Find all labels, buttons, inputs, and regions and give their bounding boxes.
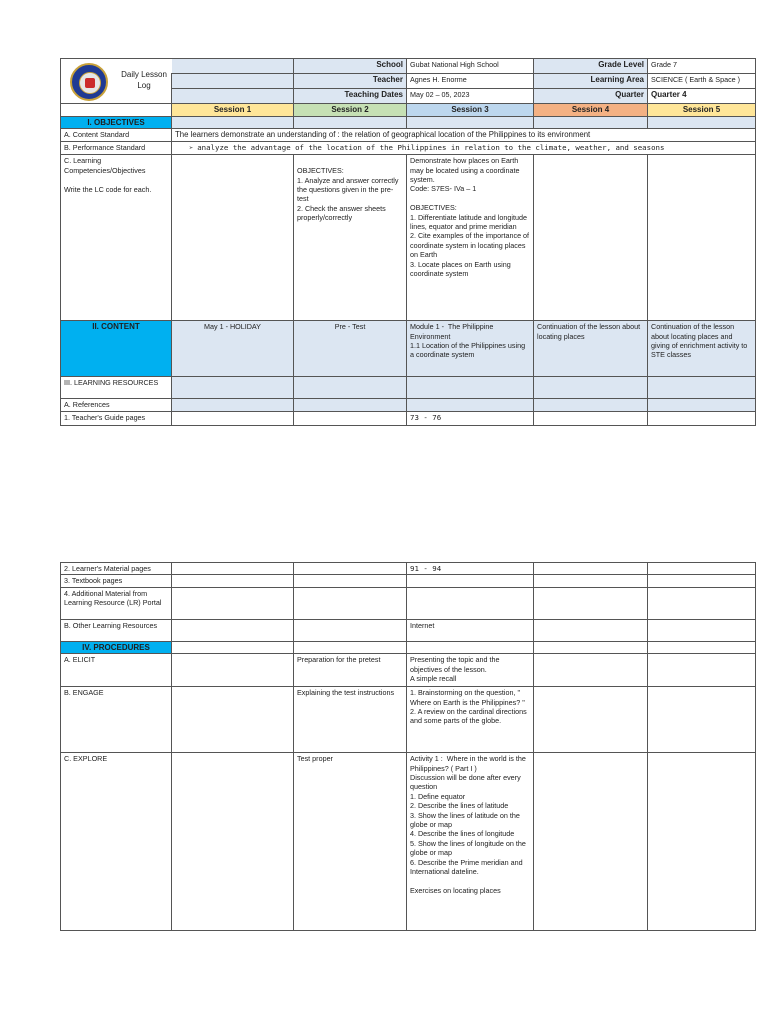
session-corner: [61, 104, 172, 117]
arrow-bullet-icon: ➢: [189, 143, 194, 152]
content-section-title: II. CONTENT: [61, 321, 172, 377]
objectives-section-title: I. OBJECTIVES: [61, 117, 172, 129]
competencies-session-1: [172, 155, 294, 321]
performance-standard-text: analyze the advantage of the location of the Philippines in relation to the climate, weather, and seasons: [197, 142, 665, 152]
school-value: Gubat National High School: [407, 59, 534, 74]
session-4-header: Session 4: [534, 104, 648, 117]
area-label: Learning Area: [534, 74, 648, 89]
other-resources-label: B. Other Learning Resources: [61, 619, 172, 641]
tg-pages-session-3: 73 - 76: [407, 411, 534, 425]
content-standard-text: The learners demonstrate an understanding of : the relation of geographical location of the Philippines to its environment: [172, 129, 756, 141]
elicit-session-3: Presenting the topic and the objectives of the lesson. A simple recall: [407, 654, 534, 687]
teacher-value: Agnes H. Enorme: [407, 74, 534, 89]
lesson-log-table-top: [60, 58, 756, 426]
competencies-session-4: [534, 155, 648, 321]
performance-standard-cell: [172, 141, 756, 154]
tg-pages-label: 1. Teacher's Guide pages: [61, 411, 172, 425]
engage-label: B. ENGAGE: [61, 687, 172, 753]
teacher-label: Teacher: [294, 74, 407, 89]
content-session-3: Module 1 - The Philippine Environment 1.1 Location of the Philippines using a coordinate system: [407, 321, 534, 377]
explore-label: C. EXPLORE: [61, 753, 172, 931]
session-1-header: Session 1: [172, 104, 294, 117]
engage-session-2: Explaining the test instructions: [294, 687, 407, 753]
session-2-header: Session 2: [294, 104, 407, 117]
dates-spacer: [172, 89, 294, 104]
grade-label: Grade Level: [534, 59, 648, 74]
competencies-session-2: [294, 155, 407, 321]
session-3-header: Session 3: [407, 104, 534, 117]
additional-material-label: 4. Additional Material from Learning Resource (LR) Portal: [61, 587, 172, 619]
dll-title: Daily Lesson Log: [121, 70, 167, 90]
lm-pages-label: 2. Learner's Material pages: [61, 563, 172, 575]
quarter-label: Quarter: [534, 89, 648, 104]
lesson-log-table-bottom: [60, 562, 756, 931]
lm-pages-session-3: 91 - 94: [407, 563, 534, 575]
explore-session-2: Test proper: [294, 753, 407, 931]
school-label: School: [294, 59, 407, 74]
content-session-1: May 1 - HOLIDAY: [172, 321, 294, 377]
deped-seal-icon: [70, 63, 108, 101]
elicit-label: A. ELICIT: [61, 654, 172, 687]
performance-standard-label: B. Performance Standard: [61, 141, 172, 154]
elicit-session-2: Preparation for the pretest: [294, 654, 407, 687]
other-resources-session-3: Internet: [407, 619, 534, 641]
content-session-4: Continuation of the lesson about locating places: [534, 321, 648, 377]
dates-label: Teaching Dates: [294, 89, 407, 104]
procedures-section-title: IV. PROCEDURES: [61, 641, 172, 653]
grade-value: Grade 7: [648, 59, 756, 74]
area-value: SCIENCE ( Earth & Space ): [648, 74, 756, 89]
quarter-value: Quarter 4: [648, 89, 756, 104]
references-label: A. References: [61, 399, 172, 411]
textbook-pages-label: 3. Textbook pages: [61, 575, 172, 587]
competencies-session-5: [648, 155, 756, 321]
session-3-objectives: Demonstrate how places on Earth may be located using a coordinate system. Code: S7ES- IVa – 1 OBJECTIVES: 1. Differentiate latitude and longitude lines, equator and prime meridian 2. Cite examples of the importance of coordinate system in locating places on Earth 3. Locate places on Earth using coordinate system: [407, 155, 534, 321]
school-label-cell: [172, 59, 294, 74]
session-2-objectives: OBJECTIVES: 1. Analyze and answer correctly the questions given in the pre-test 2. Check the answer sheets properly/correctly: [297, 166, 399, 223]
session-5-header: Session 5: [648, 104, 756, 117]
content-session-2: Pre - Test: [294, 321, 407, 377]
resources-section-title: III. LEARNING RESOURCES: [61, 377, 172, 399]
lc-code-note: Write the LC code for each.: [64, 185, 152, 195]
explore-session-3: Activity 1 : Where in the world is the Philippines? ( Part I ) Discussion will be done after every question 1. Define equator 2. Describe the lines of latitude 3. Show the lines of latitude on the globe or map 4. Describe the lines of longitude 5. Show the lines of longitude on the globe or map 6. Describe the Prime meridian and International dateline. Exercises on locating places: [407, 753, 534, 931]
content-session-5: Continuation of the lesson about locating places and giving of enrichment activity to STE classes: [648, 321, 756, 377]
header-logo-cell: [61, 59, 172, 104]
teacher-spacer: [172, 74, 294, 89]
dates-value: May 02 – 05, 2023: [407, 89, 534, 104]
competencies-label: C. Learning Competencies/Objectives: [64, 156, 146, 175]
competencies-cell: [61, 155, 172, 321]
engage-session-3: 1. Brainstorming on the question, " Where on Earth is the Philippines? " 2. A review on the cardinal directions and some parts of the globe.: [407, 687, 534, 753]
content-standard-label: A. Content Standard: [61, 129, 172, 141]
